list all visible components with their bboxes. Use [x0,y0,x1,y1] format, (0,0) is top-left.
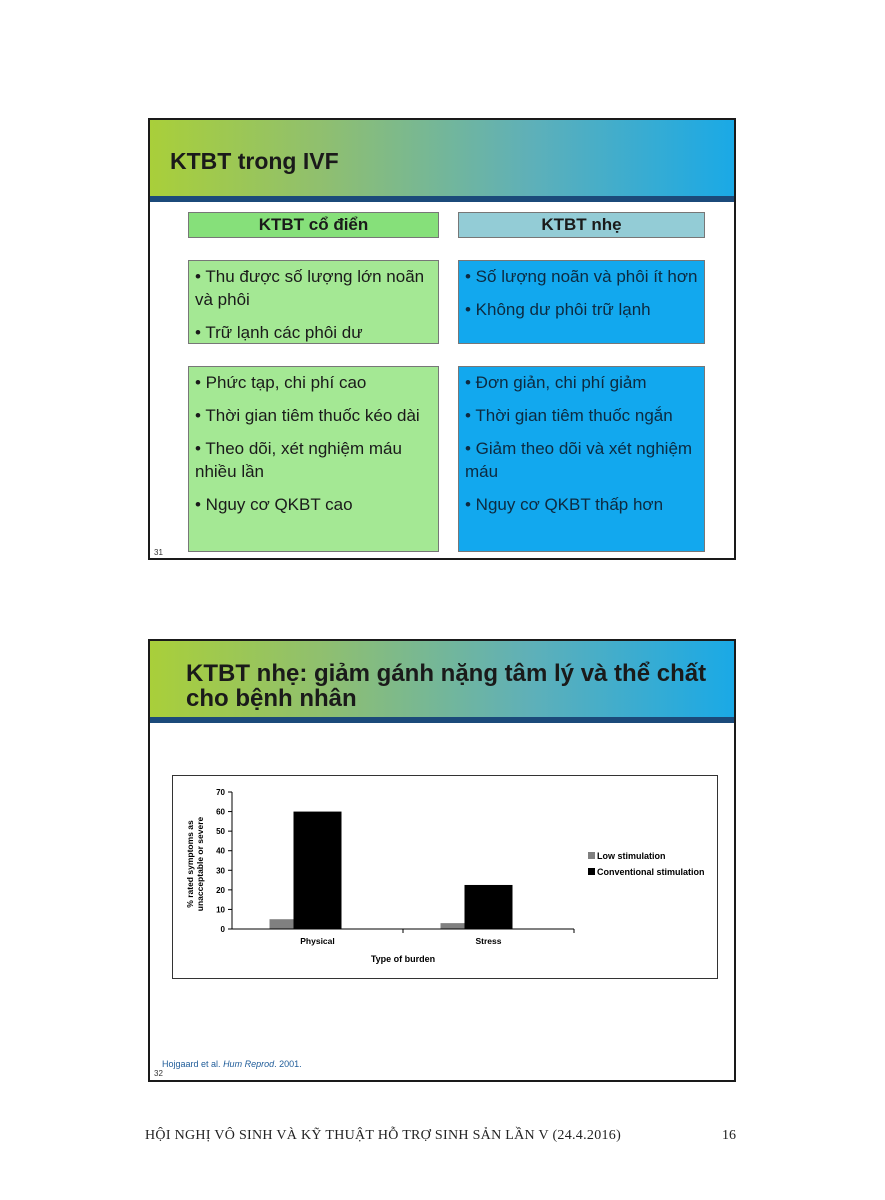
list-item: • Nguy cơ QKBT cao [195,495,353,514]
slide-31 [148,118,736,560]
x-tick-label: Stress [475,936,502,946]
y-tick-label: 60 [216,807,225,817]
column-header-classic: KTBT cổ điển [188,212,439,238]
bar-chart [173,776,717,978]
chart-frame [172,775,718,979]
x-tick-label: Physical [300,936,335,946]
y-tick-label: 50 [216,827,225,837]
mild-benefits-box [458,366,705,552]
header-divider [150,717,734,723]
y-axis-title: unacceptable or severe [195,816,205,912]
legend-swatch-low [588,852,595,859]
citation: Hojgaard et al. Hum Reprod. 2001. [162,1059,302,1069]
classic-advantages-box [188,260,439,344]
page-number: 16 [722,1128,736,1143]
y-tick-label: 10 [216,905,225,915]
slide-number: 31 [154,548,163,557]
bar-low-stimulation [270,919,294,929]
slide-header [150,641,734,717]
list-item: • Thời gian tiêm thuốc kéo dài [195,406,420,425]
y-tick-label: 40 [216,846,225,856]
y-axis-title: % rated symptoms as [185,820,195,908]
list-item: • Đơn giản, chi phí giảm [465,373,647,392]
bar-low-stimulation [441,923,465,929]
y-tick-label: 20 [216,885,225,895]
legend-swatch-conventional [588,868,595,875]
list-item: • Trữ lạnh các phôi dư [195,323,363,342]
bar-conventional-stimulation [465,885,513,929]
mild-advantages-box [458,260,705,344]
y-tick-label: 70 [216,788,225,797]
list-item: • Thu được số lượng lớn noãn và phôi [195,267,425,309]
list-item: • Phức tạp, chi phí cao [195,373,367,392]
slide-header [150,120,734,196]
column-header-mild: KTBT nhẹ [458,212,705,238]
header-divider [150,196,734,202]
bar-conventional-stimulation [294,812,342,929]
legend-label-low: Low stimulation [597,851,666,861]
list-item: • Theo dõi, xét nghiệm máu nhiều lần [195,439,402,481]
list-item: • Không dư phôi trữ lạnh [465,300,651,319]
classic-disadvantages-box [188,366,439,552]
slide-32 [148,639,736,1082]
slide-number: 32 [154,1069,163,1078]
y-tick-label: 0 [220,925,225,934]
x-axis-title: Type of burden [370,954,436,964]
list-item: • Số lượng noãn và phôi ít hơn [465,267,698,286]
page-footer: HỘI NGHỊ VÔ SINH VÀ KỸ THUẬT HỖ TRỢ SINH SẢN LẦN V (24.4.2016) [145,1128,622,1143]
slide-title: KTBT trong IVF [170,148,339,174]
slide-title: KTBT nhẹ: giảm gánh nặng tâm lý và thể chất cho bệnh nhân [186,660,707,712]
list-item: • Thời gian tiêm thuốc ngắn [465,406,673,425]
list-item: • Giảm theo dõi và xét nghiệm máu [465,439,693,481]
legend-label-conventional: Conventional stimulation [597,867,705,877]
y-tick-label: 30 [216,866,225,876]
list-item: • Nguy cơ QKBT thấp hơn [465,495,664,514]
